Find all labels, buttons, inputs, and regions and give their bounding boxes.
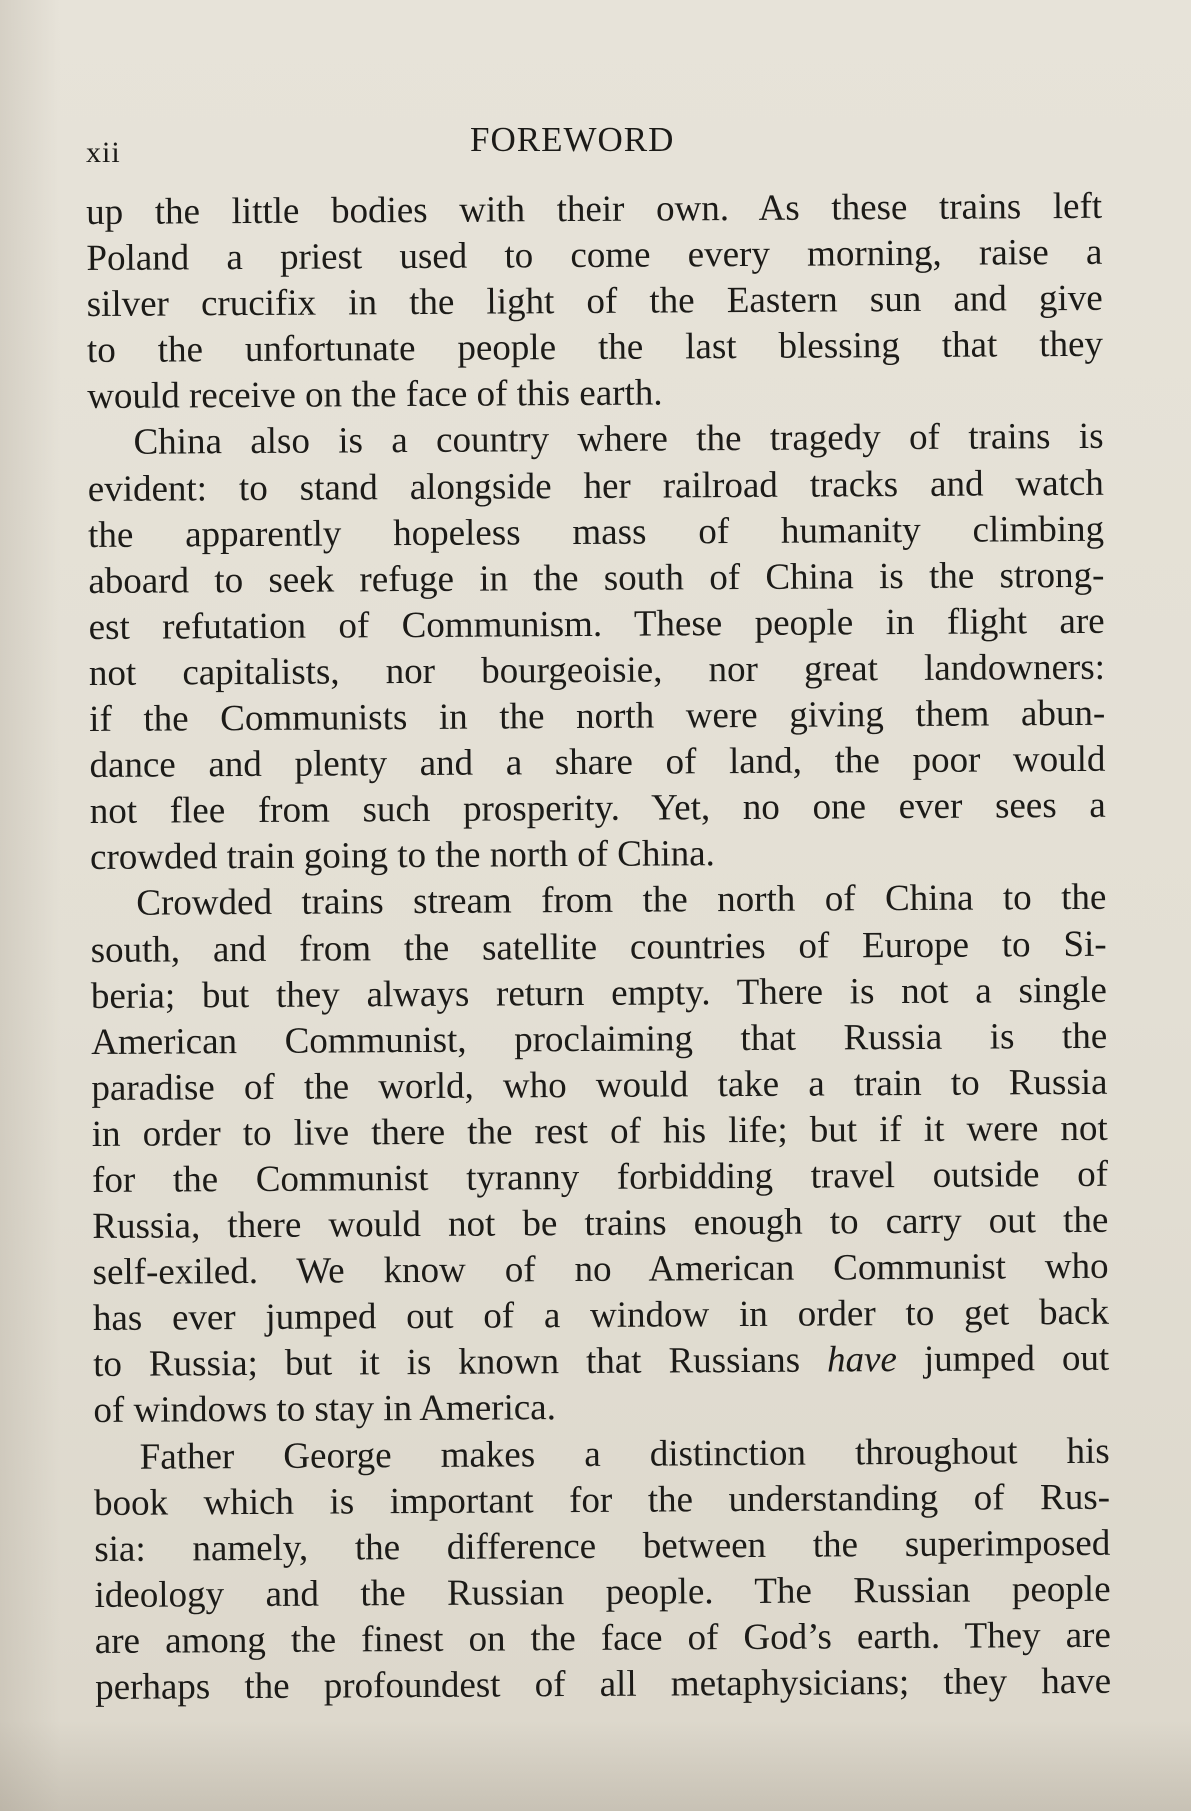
text-line: would receive on the face of this earth. <box>87 372 663 418</box>
text-line: paradise of the world, who would take a train to Russia <box>91 1061 1108 1109</box>
text-line: evident: to stand alongside her railroad tracks and watch <box>87 462 1104 510</box>
text-line: dance and plenty and a share of land, the poor would <box>89 738 1106 787</box>
text-line: China also is a country where the tragedy of trains is <box>133 416 1104 464</box>
text-line: in order to live there the rest of his life; but if it were not <box>91 1107 1108 1155</box>
text-line: perhaps the profoundest of all metaphysicians; they have <box>95 1660 1112 1708</box>
text-line: Poland a priest used to come every morning, raise a <box>86 231 1103 280</box>
text-line: to the unfortunate people the last blessing that they <box>86 324 1104 372</box>
text-line: beria; but they always return empty. There is not a single <box>90 969 1108 1017</box>
text-segment: jumped out <box>896 1338 1110 1381</box>
text-line: est refutation of Communism. These people in flight are <box>88 600 1105 648</box>
running-head: FOREWORD <box>470 120 675 159</box>
text-line: Crowded trains stream from the north of China to the <box>136 877 1107 925</box>
text-line: of windows to stay in America. <box>93 1387 557 1432</box>
text-line: sia: namely, the difference between the superimposed <box>94 1522 1111 1570</box>
text-line: Russia, there would not be trains enough to carry out the <box>92 1199 1109 1248</box>
text-line: Father George makes a distinction throughout his <box>139 1430 1110 1478</box>
text-line: up the little bodies with their own. As these trains left <box>86 185 1103 233</box>
italic-emphasis: have <box>826 1339 898 1381</box>
text-line: the apparently hopeless mass of humanity climbing <box>87 508 1105 556</box>
page-gutter-shadow <box>0 0 60 1811</box>
page-header <box>86 120 1086 170</box>
page-bottom-shadow <box>0 1721 1191 1811</box>
text-line: not flee from such prosperity. Yet, no one ever sees a <box>89 785 1106 833</box>
text-line: crowded train going to the north of China. <box>89 833 715 879</box>
text-line: are among the finest on the face of God’s earth. They are <box>94 1614 1111 1662</box>
text-line <box>93 1336 1109 1388</box>
page-number: xii <box>86 136 121 169</box>
text-line: aboard to seek refuge in the south of China is the strong- <box>88 554 1105 602</box>
text-line: if the Communists in the north were giving them abun- <box>89 692 1106 741</box>
body-text <box>86 184 1111 1711</box>
text-segment: to Russia; but it is known that Russians <box>93 1339 828 1386</box>
text-line: not capitalists, nor bourgeoisie, nor great landowners: <box>88 646 1106 694</box>
text-line: for the Communist tyranny forbidding travel outside of <box>91 1153 1109 1201</box>
text-line: ideology and the Russian people. The Russian people <box>94 1568 1111 1616</box>
text-line: self-exiled. We know of no American Communist who <box>92 1245 1109 1294</box>
text-line: book which is important for the understanding of Rus- <box>93 1476 1111 1524</box>
text-line: south, and from the satellite countries of Europe to Si- <box>90 923 1107 971</box>
text-line: has ever jumped out of a window in order to get back <box>92 1292 1110 1340</box>
text-line: silver crucifix in the light of the Eastern sun and give <box>86 277 1103 326</box>
text-line: American Communist, proclaiming that Russia is the <box>91 1015 1108 1063</box>
